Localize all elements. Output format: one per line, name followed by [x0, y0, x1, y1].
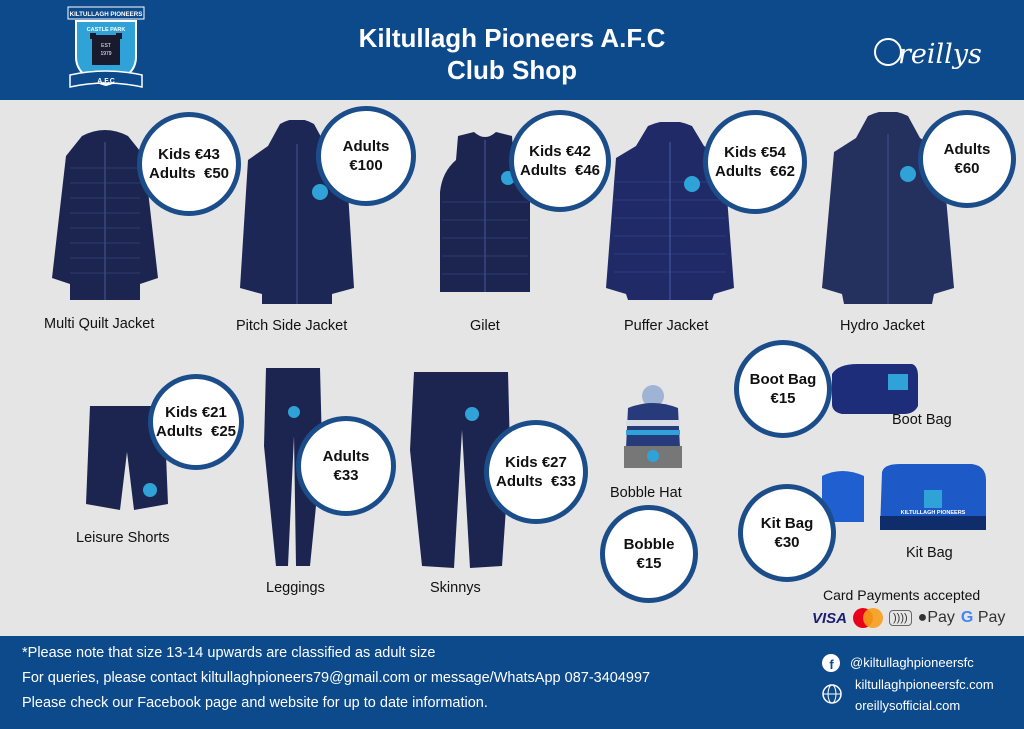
bobble-price-line2: €15 [636, 555, 662, 572]
check-info: Please check our Facebook page and website for up to date information. [22, 695, 488, 711]
bobble-price-badge [600, 505, 698, 603]
page-title: Kiltullagh Pioneers A.F.C [358, 23, 666, 53]
gilet-kids-price: Kids €42 [529, 143, 591, 160]
card-payments-heading: Card Payments accepted [823, 587, 981, 603]
hydro-price-line1: Adults [943, 141, 991, 158]
crest-bottom-text: A.F.C [97, 78, 115, 85]
apple-icon: ● [917, 609, 928, 626]
google-pay-logo [961, 609, 1005, 627]
brand-text: reillys [898, 39, 982, 70]
puffer-price-badge [703, 110, 807, 214]
oreillys-website-link[interactable]: oreillysofficial.com [855, 698, 961, 713]
crest-ground-text: CASTLE PARK [86, 27, 126, 33]
pitch-side-price-badge [316, 106, 416, 206]
kit-bag-price-line2: €30 [774, 534, 800, 551]
header [0, 0, 1024, 100]
apple-pay-text: Pay [927, 609, 955, 626]
google-g-icon: G [960, 609, 974, 626]
contactless-icon: )))) [889, 610, 912, 626]
payment-logos [812, 606, 1005, 630]
boot-bag-price-line2: €15 [770, 390, 796, 407]
hydro-price-line2: €60 [954, 160, 980, 177]
mastercard-icon [853, 608, 883, 628]
gilet-adults-price: Adults €46 [519, 162, 601, 179]
boot-bag-price-badge [734, 340, 832, 438]
facebook-icon [822, 654, 840, 672]
multi-quilt-price-badge [137, 112, 241, 216]
crest-year-text: 1979 [100, 51, 112, 57]
globe-icon [822, 684, 842, 704]
pitch-side-label: Pitch Side Jacket [236, 318, 348, 334]
kit-bag-price-line1: Kit Bag [760, 515, 814, 532]
shorts-adults-price: Adults €25 [155, 423, 237, 440]
pitch-side-price-line2: €100 [349, 157, 383, 174]
leggings-price-line2: €33 [333, 467, 359, 484]
contact-info: For queries, please contact kiltullaghpioneers79@gmail.com or message/WhatsApp 087-3404997 [22, 670, 651, 686]
skinnys-price-badge [484, 420, 588, 524]
multi-quilt-adults-price: Adults €50 [148, 165, 230, 182]
oreillys-logo [874, 38, 982, 70]
shorts-price-badge [148, 374, 244, 470]
boot-bag-label: Boot Bag [892, 412, 952, 428]
puffer-adults-price: Adults €62 [714, 163, 796, 180]
kit-bag-text: KILTULLAGH PIONEERS [900, 510, 966, 516]
kit-bag-image [876, 462, 990, 540]
club-website-link[interactable]: kiltullaghpioneersfc.com [855, 677, 994, 692]
bobble-price-line1: Bobble [623, 536, 675, 553]
multi-quilt-label: Multi Quilt Jacket [44, 316, 155, 332]
hydro-label: Hydro Jacket [840, 318, 925, 334]
gilet-label: Gilet [470, 318, 500, 334]
visa-logo: VISA [812, 609, 848, 627]
skinnys-adults-price: Adults €33 [495, 473, 577, 490]
leggings-price-badge [296, 416, 396, 516]
shorts-label: Leisure Shorts [76, 530, 170, 546]
facebook-handle[interactable]: @kiltullaghpioneersfc [850, 655, 974, 670]
page-subtitle: Club Shop [447, 55, 577, 85]
puffer-label: Puffer Jacket [624, 318, 709, 334]
google-pay-text: Pay [977, 609, 1006, 626]
crest-est-text: EST [101, 43, 111, 49]
footer [0, 636, 1024, 729]
kit-bag-label: Kit Bag [906, 545, 953, 561]
multi-quilt-kids-price: Kids €43 [158, 146, 220, 163]
pitch-side-price-line1: Adults [342, 138, 390, 155]
puffer-kids-price: Kids €54 [724, 144, 786, 161]
svg-text:f: f [829, 657, 834, 672]
leggings-label: Leggings [266, 580, 325, 596]
apple-pay-logo [918, 609, 955, 627]
hydro-price-badge [918, 110, 1016, 208]
bobble-hat-label: Bobble Hat [610, 485, 682, 501]
skinnys-kids-price: Kids €27 [505, 454, 567, 471]
bobble-hat-image [620, 384, 686, 472]
skinnys-label: Skinnys [430, 580, 481, 596]
leggings-price-line1: Adults [322, 448, 370, 465]
kit-bag-price-badge [738, 484, 836, 582]
shorts-kids-price: Kids €21 [165, 404, 227, 421]
boot-bag-price-line1: Boot Bag [749, 371, 817, 388]
crest-top-text: KILTULLAGH PIONEERS [69, 11, 143, 18]
gilet-price-badge [509, 110, 611, 212]
size-note: *Please note that size 13-14 upwards are classified as adult size [22, 645, 436, 661]
